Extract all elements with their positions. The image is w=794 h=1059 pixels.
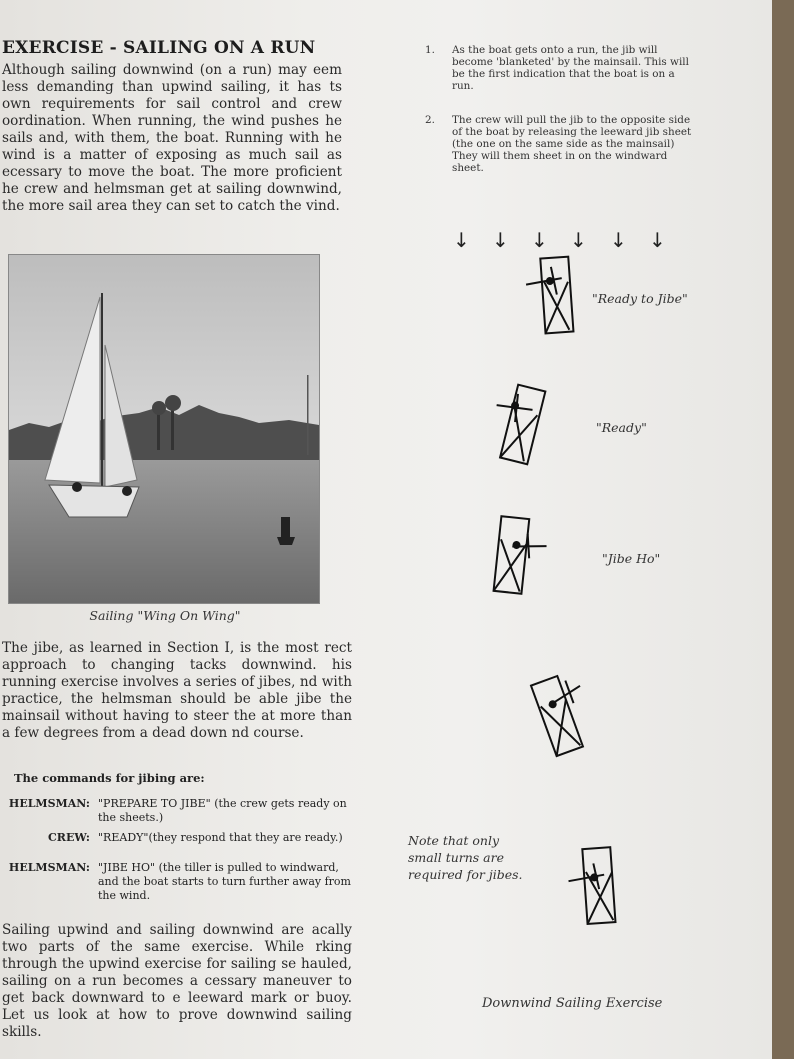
command-role: CREW:: [48, 831, 90, 844]
closing-paragraph: Sailing upwind and sailing downwind are acally two parts of the same exercise. While rking through the upwind exercise for sailing se hauled, sailing on a run becomes a cessary maneuver to get back downward to e leeward mark or buoy. Let us look at how to prove downwind sailing skills.: [2, 922, 352, 1040]
jibe-note: Note that only small turns are required for jibes.: [408, 833, 523, 882]
step-number: 1.: [425, 44, 435, 56]
command-role: HELMSMAN:: [8, 861, 90, 874]
photo-caption: Sailing "Wing On Wing": [89, 608, 241, 623]
exercise-title: EXERCISE - SAILING ON A RUN: [2, 38, 316, 58]
step-number: 2.: [425, 114, 435, 126]
wind-arrow-icon: ↓: [453, 228, 470, 252]
boat-label-jibe-ho: "Jibe Ho": [602, 551, 661, 566]
boat-sketch: [566, 847, 615, 925]
boat-label-ready-to-jibe: "Ready to Jibe": [592, 291, 688, 306]
commands-heading: The commands for jibing are:: [14, 771, 205, 785]
sailboat-photo: [8, 254, 320, 604]
step-text: The crew will pull the jib to the opposite side of the boat by releasing the leeward jib sheet (the one on the same side as the mainsail) They will them sheet in on the windward sheet.: [452, 114, 692, 174]
step-text: As the boat gets onto a run, the jib will become 'blanketed' by the mainsail. This will be the first indication that the boat is on a run.: [452, 44, 689, 92]
jibe-paragraph: The jibe, as learned in Section I, is the most rect approach to changing tacks downwind. his running exercise involves a series of jibes, nd with practice, the helmsman should be able jibe the mainsail without having to steer the at more than a few degrees from a dead down nd course.: [2, 640, 352, 741]
wind-arrow-icon: ↓: [531, 228, 548, 252]
intro-paragraph: Although sailing downwind (on a run) may eem less demanding than upwind sailing, it has ts own requirements for sail control and crew oordination. When running, the wind pushes he sails and, with them, the boat. Running with he wind is a matter of exposing as much sail as ecessary to move the boat. The more proficient he crew and helmsman get at sailing downwind, the more sail area they can set to catch the vind.: [2, 62, 342, 214]
boat-sketch: [485, 381, 546, 464]
boat-label-ready: "Ready": [596, 420, 647, 435]
command-text: "JIBE HO" (the tiller is pulled to windward, and the boat starts to turn further away from the wind.: [98, 861, 351, 902]
boat-sketch: [531, 670, 600, 756]
command-role: HELMSMAN:: [8, 797, 90, 810]
command-text: "READY"(they respond that they are ready.): [98, 831, 343, 844]
wind-arrow-icon: ↓: [492, 228, 509, 252]
wind-arrow-icon: ↓: [570, 228, 587, 252]
boat-sketch: [524, 257, 573, 335]
boat-sketch: [494, 516, 550, 596]
command-text: "PREPARE TO JIBE" (the crew gets ready on the sheets.): [98, 797, 347, 824]
wind-arrow-icon: ↓: [649, 228, 666, 252]
jibe-diagram: [420, 215, 720, 935]
diagram-drawing: [420, 215, 720, 935]
wind-arrow-icon: ↓: [610, 228, 627, 252]
diagram-caption: Downwind Sailing Exercise: [482, 996, 663, 1011]
